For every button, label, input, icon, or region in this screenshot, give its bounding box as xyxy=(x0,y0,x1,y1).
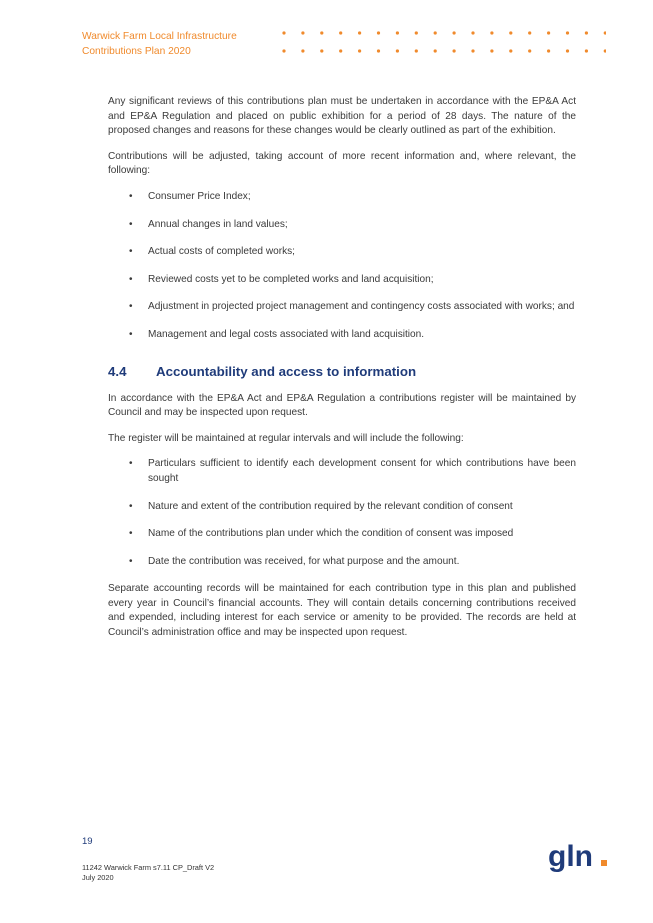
bullet-icon: • xyxy=(129,218,133,230)
decorative-dot xyxy=(604,49,606,52)
decorative-dot xyxy=(339,31,342,34)
decorative-dot xyxy=(358,49,361,52)
header-title-line-1: Warwick Farm Local Infrastructure xyxy=(82,31,237,42)
register-contents-list xyxy=(108,457,576,569)
decorative-dot xyxy=(320,49,323,52)
adjustment-factors-list xyxy=(108,190,576,343)
bullet-icon: • xyxy=(129,246,133,258)
section-number: 4.4 xyxy=(108,363,127,379)
decorative-dot xyxy=(339,49,342,52)
decorative-dot xyxy=(282,31,285,34)
footer-document-reference xyxy=(82,863,214,883)
section-title: Accountability and access to information xyxy=(156,363,417,379)
decorative-dot xyxy=(320,31,323,34)
decorative-dot xyxy=(415,31,418,34)
gln-logo xyxy=(548,838,612,878)
bullet-icon: • xyxy=(129,301,133,313)
page-number: 19 xyxy=(82,836,93,847)
document-header-title xyxy=(82,29,237,59)
decorative-dot xyxy=(490,49,493,52)
list-item: • Management and legal costs associated with land acquisition. xyxy=(108,328,576,343)
decorative-dot xyxy=(471,49,474,52)
decorative-dot xyxy=(396,49,399,52)
decorative-dot xyxy=(377,31,380,34)
decorative-dot xyxy=(415,49,418,52)
decorative-dot xyxy=(434,49,437,52)
bullet-icon: • xyxy=(129,273,133,285)
document-reference: 11242 Warwick Farm s7.11 CP_Draft V2 xyxy=(82,863,215,872)
list-item: • Adjustment in projected project management and contingency costs associated with works; and xyxy=(108,300,576,315)
paragraph-register-contents: The register will be maintained at regular intervals and will include the following: xyxy=(108,432,464,444)
list-item: • Name of the contributions plan under which the condition of consent was imposed xyxy=(108,527,576,542)
bullet-icon: • xyxy=(129,528,133,540)
list-item: • Particulars sufficient to identify each development consent for which contributions have been sought xyxy=(129,458,576,484)
bullet-icon: • xyxy=(129,555,133,567)
list-item: • Nature and extent of the contribution required by the relevant condition of consent xyxy=(108,500,576,515)
decorative-dot-pattern xyxy=(281,30,606,54)
list-item: • Reviewed costs yet to be completed works and land acquisition; xyxy=(108,273,576,288)
header-title-line-2: Contributions Plan 2020 xyxy=(82,46,191,57)
decorative-dot xyxy=(604,31,606,34)
decorative-dot xyxy=(471,31,474,34)
bullet-icon: • xyxy=(129,328,133,340)
page-body xyxy=(108,95,576,652)
decorative-dot xyxy=(547,49,550,52)
list-item: • Consumer Price Index; xyxy=(108,190,576,205)
decorative-dot xyxy=(566,31,569,34)
decorative-dot xyxy=(453,31,456,34)
decorative-dot xyxy=(509,31,512,34)
paragraph-register: In accordance with the EP&A Act and EP&A Regulation a contributions register will be maintained by Council and may be inspected upon request. xyxy=(108,392,576,419)
list-item: • Actual costs of completed works; xyxy=(108,245,576,260)
logo-accent-dot xyxy=(601,860,607,866)
paragraph-review: Any significant reviews of this contributions plan must be undertaken in accordance with the EP&A Act and EP&A Regulation and placed on public exhibition for a period of 28 days. The nature of the proposed changes and reasons for these changes would be clearly outlined as part of the exhibition. xyxy=(108,96,576,137)
decorative-dot xyxy=(377,49,380,52)
logo-wordmark: gln xyxy=(548,840,593,873)
paragraph-adjustment: Contributions will be adjusted, taking account of more recent information and, where relevant, the following: xyxy=(108,150,576,177)
section-heading xyxy=(108,364,576,380)
decorative-dot xyxy=(301,49,304,52)
decorative-dot xyxy=(585,31,588,34)
decorative-dot xyxy=(301,31,304,34)
bullet-icon: • xyxy=(129,190,133,202)
bullet-icon: • xyxy=(129,500,133,512)
list-item: • Date the contribution was received, for what purpose and the amount. xyxy=(108,555,576,570)
decorative-dot xyxy=(528,49,531,52)
list-item: • Annual changes in land values; xyxy=(108,218,576,233)
decorative-dot xyxy=(396,31,399,34)
decorative-dot xyxy=(358,31,361,34)
decorative-dot xyxy=(490,31,493,34)
decorative-dot xyxy=(566,49,569,52)
decorative-dot xyxy=(509,49,512,52)
paragraph-accounting-records: Separate accounting records will be maintained for each contribution type in this plan and published every year in Council’s financial accounts. They will contain details concerning contributions received and expended, including interest for each service or amenity to be provided. The records are held at Council’s administration office and may be inspected upon request. xyxy=(108,583,576,639)
decorative-dot xyxy=(282,49,285,52)
decorative-dot xyxy=(528,31,531,34)
bullet-icon: • xyxy=(129,458,133,470)
decorative-dot xyxy=(585,49,588,52)
decorative-dot xyxy=(434,31,437,34)
document-date: July 2020 xyxy=(82,873,114,882)
decorative-dot xyxy=(453,49,456,52)
decorative-dot xyxy=(547,31,550,34)
